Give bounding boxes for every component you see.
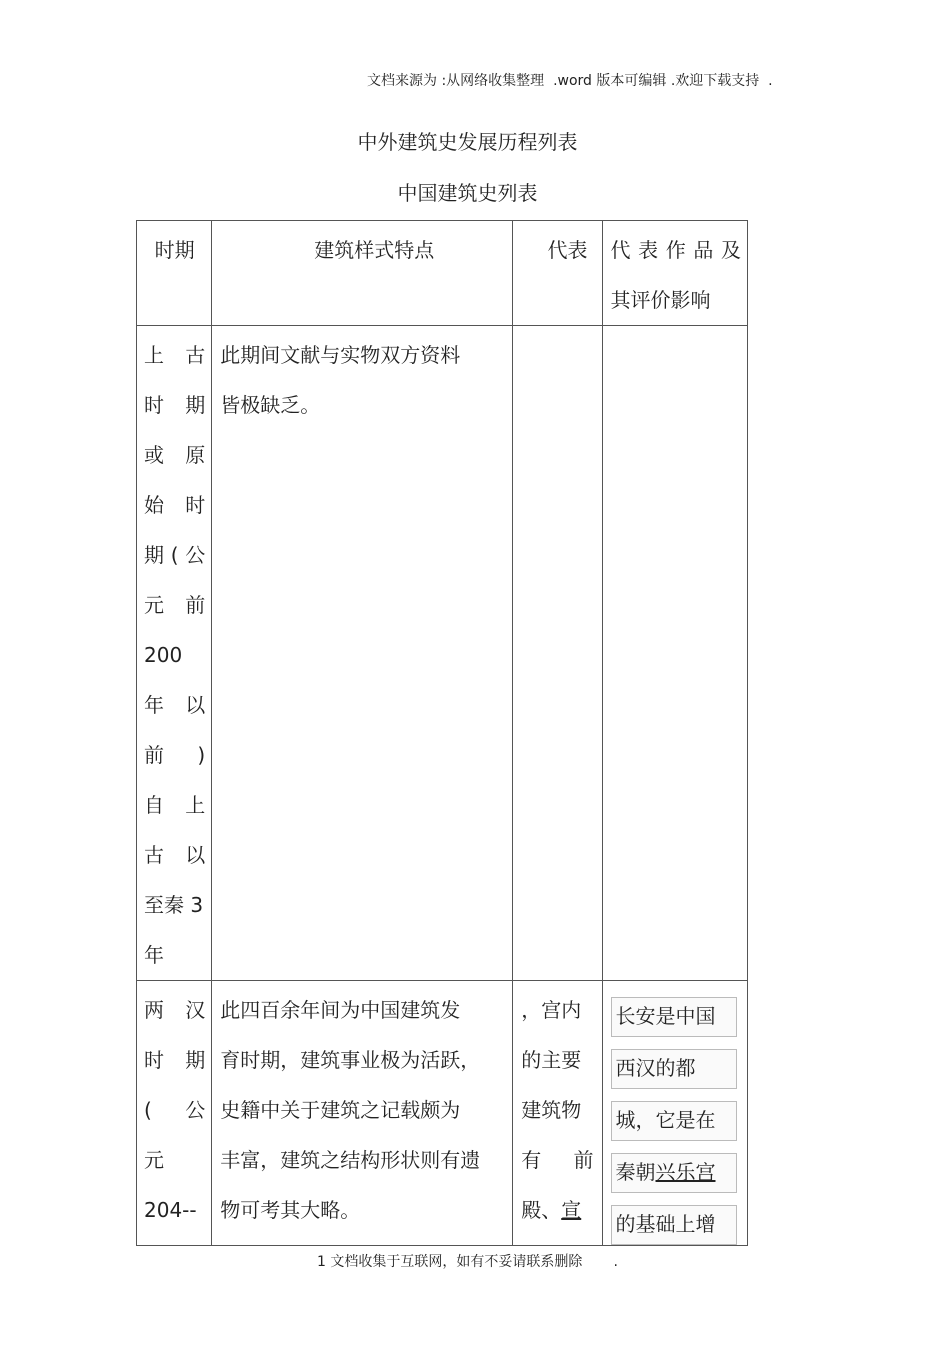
period-line: 古以 <box>144 843 206 867</box>
work-line: 西汉的都 <box>611 1049 738 1089</box>
table-title: 中国建筑史列表 <box>397 181 538 205</box>
page-header-note: 文档来源为 :从网络收集整理 .word 版本可编辑 .欢迎下载支持 . <box>367 73 773 89</box>
period-line: 自上 <box>144 793 206 817</box>
rep-line: 有前 <box>521 1148 594 1172</box>
period-line: 期(公 <box>144 543 206 567</box>
rep-line <box>521 1185 593 1235</box>
period-line: 元 <box>144 1148 164 1172</box>
row1-features <box>212 326 513 981</box>
period-line: 元前 <box>144 593 206 617</box>
rep-line: 建筑物 <box>521 1098 582 1122</box>
row2-representative <box>513 981 602 1246</box>
work-link[interactable]: 兴乐宫 <box>655 1160 716 1184</box>
work-line <box>611 1153 738 1193</box>
work-line: 城，它是在 <box>611 1101 738 1141</box>
page-footer-note: 1 文档收集于互联网，如有不妥请联系删除 . <box>317 1254 618 1270</box>
feature-line: 丰富，建筑之结构形状则有遗 <box>220 1148 481 1172</box>
feature-line: 皆极缺乏。 <box>220 393 321 417</box>
row2-features <box>212 981 513 1246</box>
feature-line: 此四百余年间为中国建筑发 <box>220 998 461 1022</box>
table-row <box>137 326 748 981</box>
header-works <box>602 221 748 326</box>
work-text: 秦朝 <box>615 1160 656 1184</box>
rep-link[interactable]: 宣 <box>561 1198 582 1222</box>
header-works-line2: 其评价影响 <box>610 288 711 312</box>
rep-line: 的主要 <box>521 1048 582 1072</box>
row2-works <box>602 981 748 1246</box>
row1-period <box>137 326 212 981</box>
feature-line: 物可考其大略。 <box>220 1198 361 1222</box>
period-line: 或原 <box>144 443 206 467</box>
feature-line: 育时期，建筑事业极为活跃， <box>220 1048 481 1072</box>
period-line: 204-- <box>144 1198 197 1222</box>
row2-period <box>137 981 212 1246</box>
table-header-row <box>137 221 748 326</box>
work-line: 的基础上增 <box>611 1205 738 1245</box>
rep-text: 殿、 <box>521 1198 562 1222</box>
period-line: 时期 <box>144 1048 206 1072</box>
feature-line: 此期间文献与实物双方资料 <box>220 343 461 367</box>
feature-line: 史籍中关于建筑之记载颇为 <box>220 1098 461 1122</box>
header-representative: 代表 <box>513 221 602 326</box>
period-line: (公 <box>144 1098 206 1122</box>
rep-line: ，宫内 <box>521 998 582 1022</box>
period-line: 至秦 3 <box>144 893 204 917</box>
architecture-history-table <box>136 220 748 1246</box>
header-features: 建筑样式特点 <box>212 221 513 326</box>
period-line: 前) <box>144 743 206 767</box>
document-title: 中外建筑史发展历程列表 <box>357 130 578 154</box>
period-line: 时期 <box>144 393 206 417</box>
header-works-line1: 代表作品及 <box>610 238 741 262</box>
period-line: 年以 <box>144 693 206 717</box>
period-line: 200 <box>144 643 183 667</box>
row1-works <box>602 326 748 981</box>
period-line: 年 <box>144 943 164 967</box>
period-line: 上古 <box>144 343 206 367</box>
period-line: 始时 <box>144 493 206 517</box>
work-line: 长安是中国 <box>611 997 738 1037</box>
period-line: 两汉 <box>144 998 206 1022</box>
row1-representative <box>513 326 602 981</box>
table-row <box>137 981 748 1246</box>
header-period: 时期 <box>137 221 212 326</box>
